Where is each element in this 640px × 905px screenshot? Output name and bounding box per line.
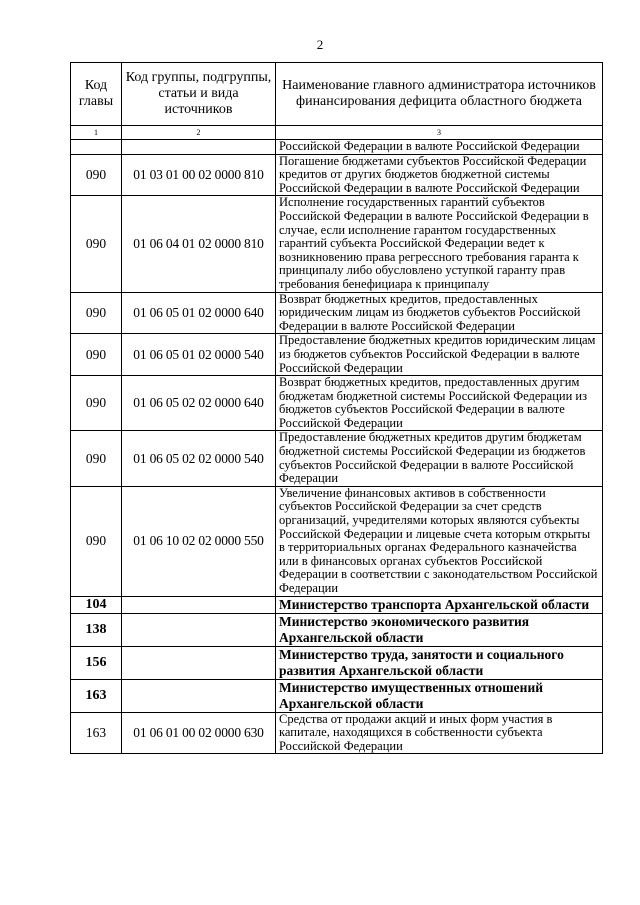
- chapter-code-cell: 090: [71, 431, 122, 486]
- administrator-name-cell: Министерство труда, занятости и социального развития Архангельской области: [276, 646, 603, 679]
- chapter-code-cell: 104: [71, 596, 122, 613]
- table-row: [71, 679, 603, 712]
- chapter-code-cell: 090: [71, 486, 122, 596]
- chapter-code-cell: 163: [71, 679, 122, 712]
- group-code-cell: [122, 646, 276, 679]
- table-row: [71, 486, 603, 596]
- column-number: 1: [71, 126, 122, 140]
- administrator-name-cell: Министерство экономического развития Архангельской области: [276, 613, 603, 646]
- column-number: 3: [276, 126, 603, 140]
- table-row: [71, 646, 603, 679]
- column-number-row: [71, 126, 603, 140]
- chapter-code-cell: 138: [71, 613, 122, 646]
- group-code-cell: 01 06 05 02 02 0000 640: [122, 376, 276, 431]
- table-row: [71, 140, 603, 155]
- group-code-cell: 01 06 05 02 02 0000 540: [122, 431, 276, 486]
- group-code-cell: 01 06 05 01 02 0000 540: [122, 334, 276, 376]
- table-row: [71, 613, 603, 646]
- group-code-cell: [122, 596, 276, 613]
- table-row: [71, 292, 603, 334]
- group-code-cell: 01 06 04 01 02 0000 810: [122, 196, 276, 292]
- administrator-name-cell: Средства от продажи акций и иных форм участия в капитале, находящихся в собственности субъекта Российской Федерации: [276, 712, 603, 754]
- administrator-name-cell: Возврат бюджетных кредитов, предоставленных юридическим лицам из бюджетов субъектов Российской Федерации в валюте Российской Федерации: [276, 292, 603, 334]
- chapter-code-cell: 090: [71, 376, 122, 431]
- chapter-code-cell: 156: [71, 646, 122, 679]
- administrator-name-cell: Министерство имущественных отношений Архангельской области: [276, 679, 603, 712]
- administrator-name-cell: Погашение бюджетами субъектов Российской Федерации кредитов от других бюджетов бюджетной системы Российской Федерации в валюте Российской Федерации: [276, 154, 603, 196]
- header-row: [71, 63, 603, 126]
- administrator-name-cell: Возврат бюджетных кредитов, предоставленных другим бюджетам бюджетной системы Российской Федерации из бюджетов субъектов Российской Федерации в валюте Российской Федерации: [276, 376, 603, 431]
- administrator-name-cell: Российской Федерации в валюте Российской Федерации: [276, 140, 603, 155]
- table-row: [71, 712, 603, 754]
- group-code-cell: 01 06 10 02 02 0000 550: [122, 486, 276, 596]
- group-code-cell: 01 06 01 00 02 0000 630: [122, 712, 276, 754]
- table-row: [71, 431, 603, 486]
- administrator-name-cell: Министерство транспорта Архангельской области: [276, 596, 603, 613]
- header-group-code: Код группы, подгруппы, статьи и вида источников: [122, 63, 276, 126]
- administrators-table: [70, 62, 603, 754]
- administrator-name-cell: Предоставление бюджетных кредитов юридическим лицам из бюджетов субъектов Российской Федерации в валюте Российской Федерации: [276, 334, 603, 376]
- chapter-code-cell: 090: [71, 292, 122, 334]
- group-code-cell: [122, 613, 276, 646]
- table-row: [71, 376, 603, 431]
- administrator-name-cell: Предоставление бюджетных кредитов другим бюджетам бюджетной системы Российской Федерации из бюджетов субъектов Российской Федерации в валюте Российской Федерации: [276, 431, 603, 486]
- group-code-cell: 01 06 05 01 02 0000 640: [122, 292, 276, 334]
- group-code-cell: 01 03 01 00 02 0000 810: [122, 154, 276, 196]
- table-row: [71, 334, 603, 376]
- group-code-cell: [122, 140, 276, 155]
- chapter-code-cell: 090: [71, 154, 122, 196]
- chapter-code-cell: 090: [71, 334, 122, 376]
- administrator-name-cell: Увеличение финансовых активов в собственности субъектов Российской Федерации за счет средств организаций, учредителями которых являются субъекты Российской Федерации и лицевые счета которым открыты в территориальных органах Федерального казначейства или в финансовых органах субъектов Российской Федерации в соответствии с законодательством Российской Федерации: [276, 486, 603, 596]
- chapter-code-cell: 163: [71, 712, 122, 754]
- page-number: 2: [316, 37, 324, 52]
- table-row: [71, 154, 603, 196]
- table-row: [71, 196, 603, 292]
- group-code-cell: [122, 679, 276, 712]
- table-row: [71, 596, 603, 613]
- header-chapter-code: Код главы: [71, 63, 122, 126]
- chapter-code-cell: 090: [71, 196, 122, 292]
- administrator-name-cell: Исполнение государственных гарантий субъектов Российской Федерации в валюте Российской Федерации в случае, если исполнение гарантом государственных гарантий субъекта Российской Федерации ведет к возникновению права регрессного требования гаранта к принципалу либо обусловлено уступкой гаранту прав требования бенефициара к принципалу: [276, 196, 603, 292]
- chapter-code-cell: [71, 140, 122, 155]
- column-number: 2: [122, 126, 276, 140]
- header-administrator-name: Наименование главного администратора источников финансирования дефицита областного бюджета: [276, 63, 603, 126]
